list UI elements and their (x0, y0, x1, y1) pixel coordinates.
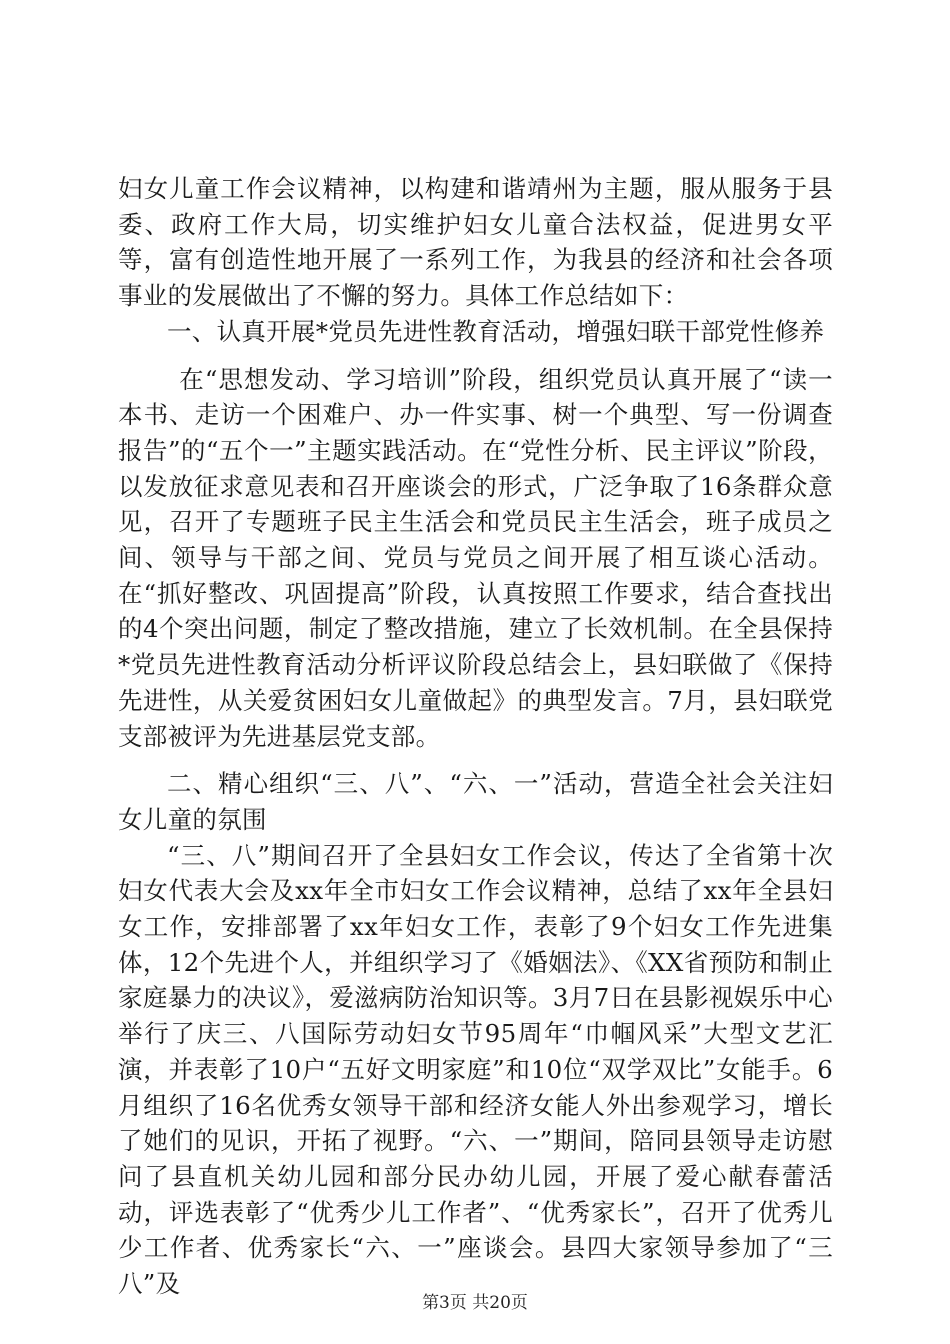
page-number-footer: 第3页 共20页 (422, 1293, 528, 1313)
section-heading-2: 二、精心组织“三、八”、“六、一”活动，营造全社会关注妇女儿童的氛围 (118, 769, 833, 834)
paragraph-festival-activities: “三、八”期间召开了全县妇女工作会议，传达了全省第十次妇女代表大会及xx年全市妇女工作会议精神，总结了xx年全县妇女工作，安排部署了xx年妇女工作，表彰了9个妇女工作先进集体，12个先进个人，并组织学习了《婚姻法》、《XX省预防和制止家庭暴力的决议》，爱滋病防治知识等。3月7日在县影视娱乐中心举行了庆三、八国际劳动妇女节95周年“巾帼风采”大型文艺汇演，并表彰了10户“五好文明家庭”和10位“双学双比”女能手。6月组织了16名优秀女领导干部和经济女能人外出参观学习，增长了她们的见识，开拓了视野。“六、一”期间，陪同县领导走访慰问了县直机关幼儿园和部分民办幼儿园，开展了爱心献春蕾活动，评选表彰了“优秀少儿工作者”、“优秀家长”，召开了优秀儿少工作者、优秀家长“六、一”座谈会。县四大家领导参加了“三八”及 (118, 840, 833, 1299)
paragraph-party-education: 在“思想发动、学习培训”阶段，组织党员认真开展了“读一本书、走访一个困难户、办一件实事、树一个典型、写一份调查报告”的“五个一”主题实践活动。在“党性分析、民主评议”阶段，以发放征求意见表和召开座谈会的形式，广泛争取了16条群众意见，召开了专题班子民主生活会和党员民主生活会，班子成员之间、领导与干部之间、党员与党员之间开展了相互谈心活动。在“抓好整改、巩固提高”阶段，认真按照工作要求，结合查找出的4个突出问题，制定了整改措施，建立了长效机制。在全县保持*党员先进性教育活动分析评议阶段总结会上，县妇联做了《保持先进性，从关爱贫困妇女儿童做起》的典型发言。7月，县妇联党支部被评为先进基层党支部。 (118, 364, 833, 751)
section-heading-1: 一、认真开展*党员先进性教育活动，增强妇联干部党性修养 (167, 316, 825, 346)
document-body (118, 171, 833, 1302)
paragraph-intro-continued: 妇女儿童工作会议精神，以构建和谐靖州为主题，服从服务于县委、政府工作大局，切实维护妇女儿童合法权益，促进男女平等，富有创造性地开展了一系列工作，为我县的经济和社会各项事业的发展做出了不懈的努力。具体工作总结如下： (118, 174, 833, 311)
